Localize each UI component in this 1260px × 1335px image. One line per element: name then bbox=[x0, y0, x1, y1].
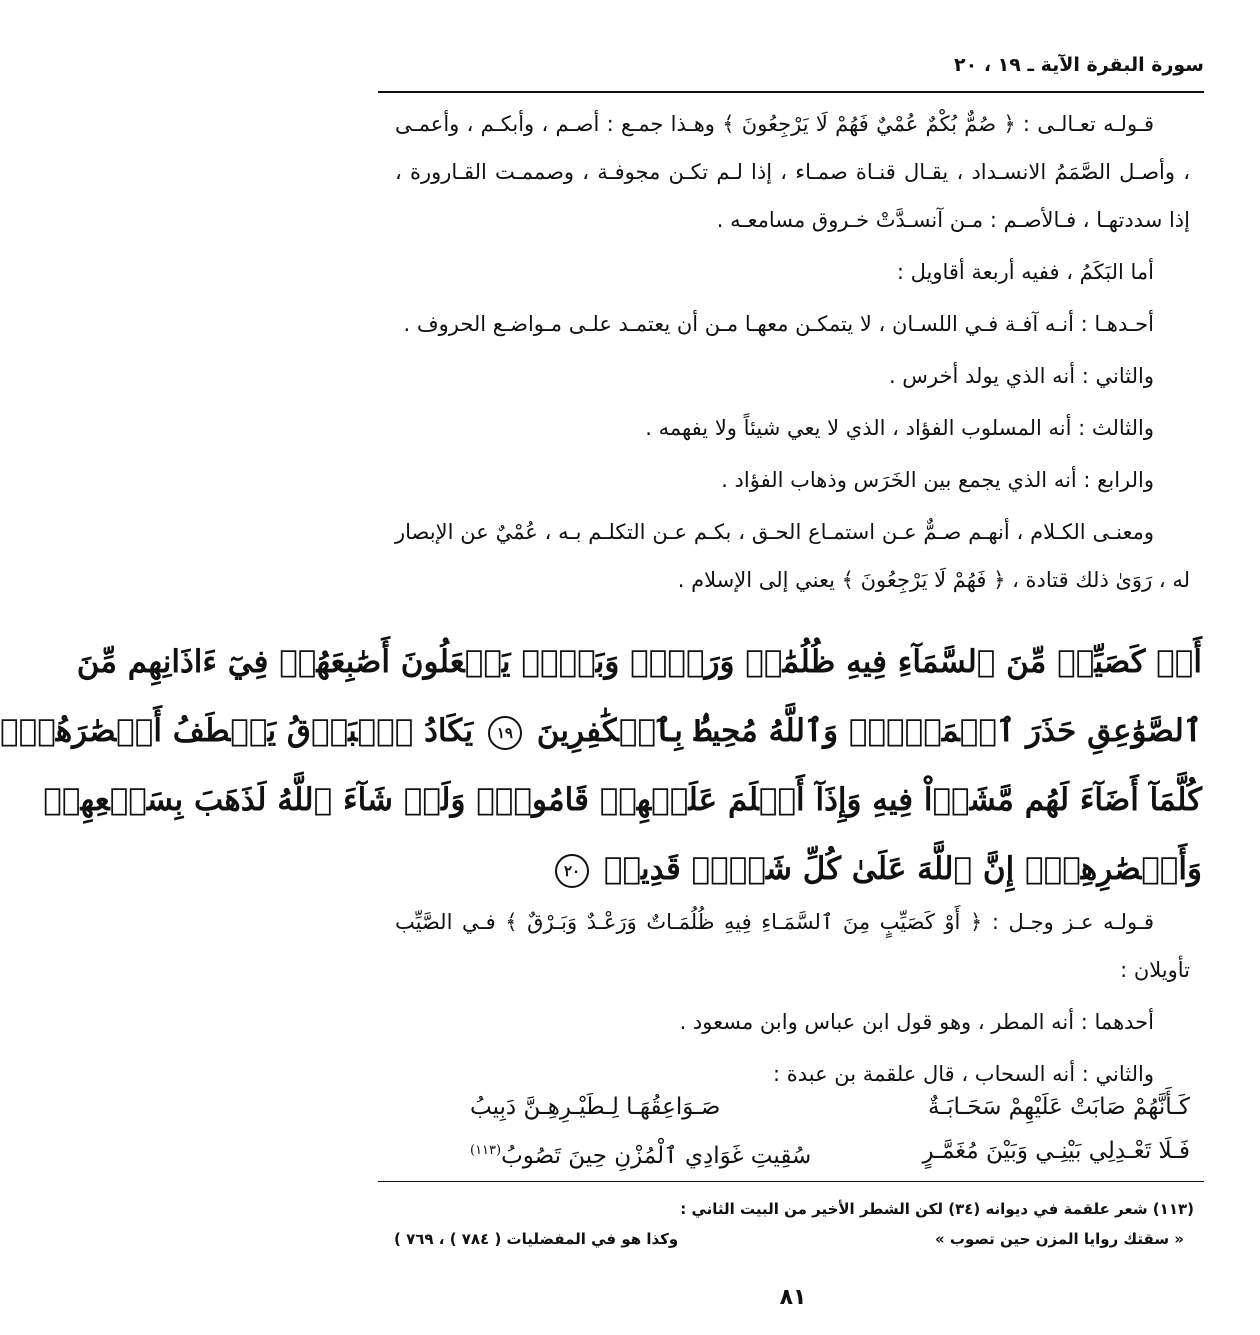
paragraph-meaning: ومعنـى الكـلام ، أنهـم صـمٌّ عـن استمـاع الحـق ، بكـم عـن التكلـم بـه ، عُمْيٌ عن الإبصار له ، رَوَىٰ ذلك قتادة ، ﴿ فَهُمْ لَا يَرْجِعُونَ ﴾ يعني إلى الإسلام . bbox=[395, 520, 1190, 592]
poem-verse-1 bbox=[470, 1085, 1190, 1129]
quran-verses-block bbox=[0, 628, 1202, 904]
quran-line-2-part-a: ٱلصَّوَٰعِقِ حَذَرَ ٱلۡمَوۡتِۚ وَٱللَّهُ مُحِيطُۢ بِٱلۡكَٰفِرِينَ bbox=[536, 713, 1202, 749]
quran-line-4-text: وَأَبۡصَٰرِهِمۡۚ إِنَّ ٱللَّهَ عَلَىٰ كُلِّ شَيۡءٖ قَدِيرٞ bbox=[603, 851, 1202, 887]
footnote-ref-113: (١١٣) bbox=[470, 1143, 502, 1158]
poem-verses bbox=[470, 1085, 1190, 1178]
quran-line-2-part-b: يَكَادُ ٱلۡبَرۡقُ يَخۡطَفُ أَبۡصَٰرَهُمۡۖ bbox=[0, 713, 474, 749]
paragraph-sayyib: قـولـه عـز وجـل : ﴿ أَوْ كَصَيِّبٍ مِنَ ٱلسَّمَـاءِ فِيهِ ظُلُمَـاتٌ وَرَعْـدٌ وَبَـرْقٌ ﴾ فـي الصَّيِّب تأويلان : bbox=[395, 910, 1190, 982]
poem-hemistich-1a: كَـأَنَّهُمْ صَابَتْ عَلَيْهِمْ سَحَـابَـةٌ bbox=[928, 1094, 1190, 1120]
footnote-rule bbox=[378, 1181, 1204, 1182]
quran-line-3: كُلَّمَآ أَضَآءَ لَهُم مَّشَوۡاْ فِيهِ وَإِذَآ أَظۡلَمَ عَلَيۡهِمۡ قَامُواْۚ وَلَوۡ شَآءَ ٱللَّهُ لَذَهَبَ بِسَمۡعِهِمۡ bbox=[43, 782, 1202, 818]
poem-hemistich-2a: فَـلَا تَعْـدِلِي بَيْنِـي وَبَيْنَ مُغَمَّـرٍ bbox=[922, 1138, 1190, 1164]
footnotes bbox=[394, 1194, 1194, 1254]
paragraph-interpretation-1: أحدهما : أنه المطر ، وهو قول ابن عباس وابن مسعود . bbox=[679, 1010, 1154, 1034]
ayah-number-20: ٢٠ bbox=[555, 854, 589, 888]
paragraph-opinion-3: والثالث : أنه المسلوب الفؤاد ، الذي لا يعي شيئاً ولا يفهمه . bbox=[645, 416, 1154, 440]
paragraph-deaf-dumb-blind: قـولـه تعـالـى : ﴿ صُمٌّ بُكْمٌ عُمْيٌ فَهُمْ لَا يَرْجِعُونَ ﴾ وهـذا جمـع : أصـم ، وأبكـم ، وأعمـى ، وأصـل الصَّمَمُ الانسـداد ، يقـال قنـاة صمـاء ، إذا لـم تكـن مجوفـة ، وصممـت القـارورة ، إذا سددتهـا ، فـالأصـم : مـن آنسـدَّتْ خـروق مسامعـه . bbox=[395, 112, 1190, 232]
ayah-number-19: ١٩ bbox=[488, 716, 522, 750]
poem-hemistich-2b-text: سُقِيتِ غَوَادِي ٱلْمُزْنِ حِينَ تَصُوبُ bbox=[501, 1142, 812, 1169]
quran-line-1: أَوۡ كَصَيِّبٖ مِّنَ ٱلسَّمَآءِ فِيهِ ظُلُمَٰتٞ وَرَعۡدٞ وَبَرۡقٞ يَجۡعَلُونَ أَصَٰبِعَهُمۡ فِيٓ ءَاذَانِهِم مِّنَ bbox=[76, 644, 1202, 680]
header-rule bbox=[378, 91, 1204, 93]
paragraph-opinion-1: أحـدهـا : أنـه آفـة فـي اللسـان ، لا يتمكـن معهـا مـن أن يعتمـد علـى مـواضـع الحروف . bbox=[403, 312, 1154, 336]
poem-hemistich-2b bbox=[470, 1129, 811, 1178]
commentary-section-2 bbox=[395, 898, 1190, 1098]
paragraph-opinion-2: والثاني : أنه الذي يولد أخرس . bbox=[888, 364, 1154, 388]
footnote-quote: « سقتك روايا المزن حين تصوب » bbox=[934, 1230, 1184, 1248]
paragraph-opinion-4: والرابع : أنه الذي يجمع بين الخَرَس وذهاب الفؤاد . bbox=[721, 468, 1154, 492]
footnote-113-continued bbox=[394, 1224, 1194, 1254]
paragraph-interpretation-2: والثاني : أنه السحاب ، قال علقمة بن عبدة : bbox=[772, 1062, 1154, 1086]
paragraph-bakam-intro: أما البَكَمُ ، ففيه أربعة أقاويل : bbox=[896, 260, 1154, 284]
quran-line-2 bbox=[0, 697, 1202, 766]
poem-verse-2 bbox=[470, 1129, 1190, 1178]
footnote-reference: وكذا هو في المفضليات ( ٧٨٤ ) ، ٧٦٩ ) bbox=[394, 1230, 679, 1248]
running-header-title: سورة البقرة الآية ـ ١٩ ، ٢٠ bbox=[954, 54, 1204, 76]
running-header bbox=[389, 54, 1204, 84]
footnote-113: (١١٣) شعر علقمة في ديوانه (٣٤) لكن الشطر الأخير من البيت الثاني : bbox=[680, 1200, 1194, 1218]
quran-line-4 bbox=[382, 835, 1202, 904]
commentary-section-1 bbox=[395, 100, 1190, 604]
page-number: ٨١ bbox=[779, 1285, 807, 1310]
poem-hemistich-1b: صَـوَاعِقُهَـا لِـطَيْـرِهِـنَّ دَبِيبُ bbox=[470, 1094, 721, 1120]
